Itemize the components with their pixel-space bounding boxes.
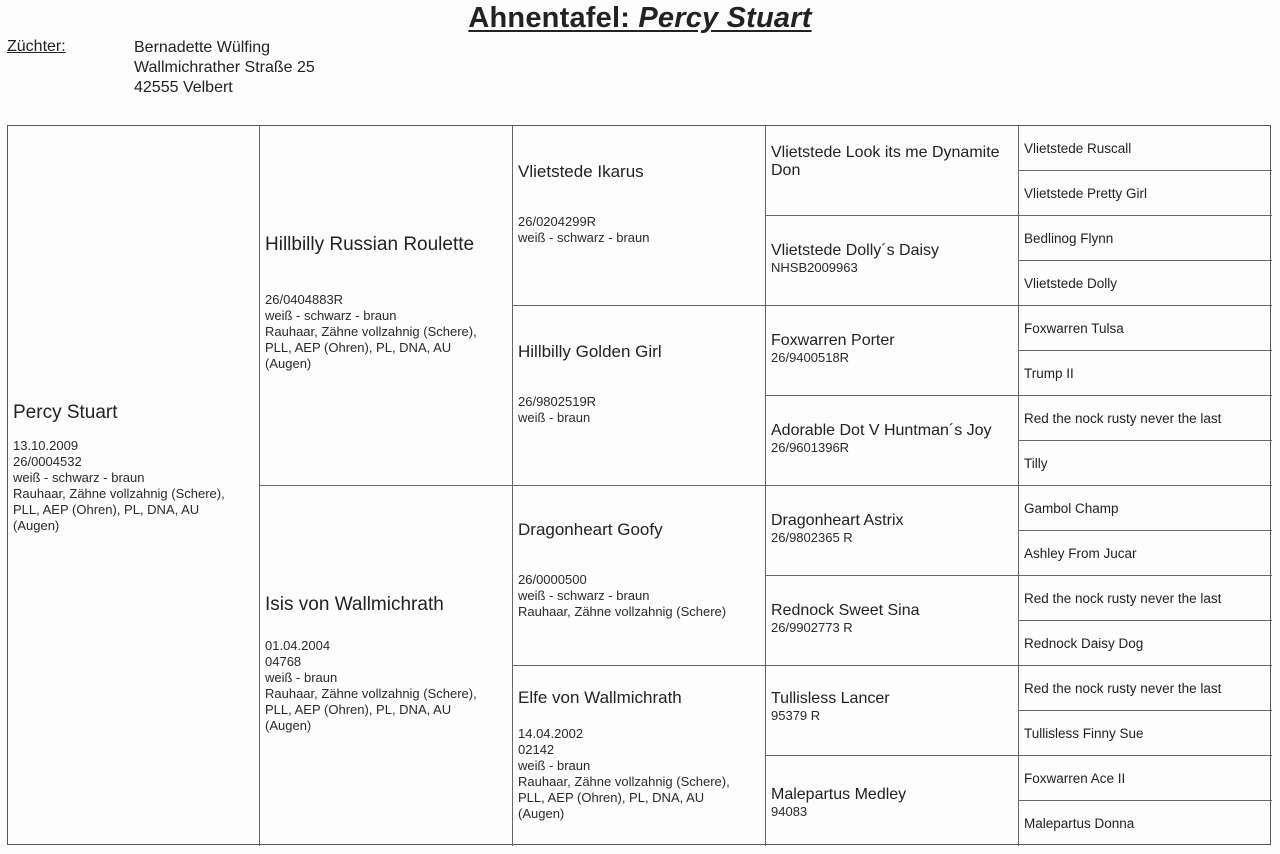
detail-line: 26/9902773 R (771, 620, 853, 635)
dog-details (265, 638, 507, 734)
dog-name: Tullisless Lancer (771, 690, 890, 707)
dog-name: Isis von Wallmichrath (265, 594, 444, 615)
detail-line: weiß - braun (518, 410, 591, 425)
detail-line: 26/9400518R (771, 350, 850, 365)
breeder-city: 42555 Velbert (134, 79, 233, 96)
dog-name: Vlietstede Ikarus (518, 162, 644, 181)
great-grandparent-cell (766, 666, 1019, 756)
dog-name: Rednock Sweet Sina (771, 602, 920, 619)
detail-line: 02142 (518, 742, 555, 757)
great-grandparent-cell (766, 126, 1019, 216)
dog-name: Ashley From Jucar (1024, 545, 1137, 561)
pedigree-table (7, 125, 1271, 845)
great-great-grandparent-cell (1019, 801, 1272, 846)
detail-line: weiß - braun (518, 758, 591, 773)
dog-details (771, 708, 1013, 724)
great-great-grandparent-cell (1019, 306, 1272, 351)
great-great-grandparent-cell (1019, 756, 1272, 801)
dog-details (771, 530, 1013, 546)
great-grandparent-cell (766, 756, 1019, 846)
dog-name: Red the nock rusty never the last (1024, 590, 1222, 606)
title-dog-name: Percy Stuart (638, 2, 812, 34)
great-great-grandparent-cell (1019, 261, 1272, 306)
detail-line: PLL, AEP (Ohren), PL, DNA, AU (265, 340, 452, 355)
great-grandparent-cell (766, 216, 1019, 306)
dog-details (771, 620, 1013, 636)
detail-line: 26/9802519R (518, 394, 597, 409)
dog-details (518, 394, 760, 426)
detail-line: Rauhaar, Zähne vollzahnig (Schere), (265, 324, 477, 339)
great-great-grandparent-cell (1019, 486, 1272, 531)
dog-details (518, 726, 760, 822)
dog-details (771, 804, 1013, 820)
detail-line: 14.04.2002 (518, 726, 584, 741)
detail-line: 95379 R (771, 708, 821, 723)
dog-name: Hillbilly Golden Girl (518, 342, 662, 361)
dog-name: Malepartus Medley (771, 786, 907, 803)
dog-details (265, 292, 507, 372)
dog-name: Tilly (1024, 455, 1048, 471)
detail-line: (Augen) (518, 806, 565, 821)
dog-name: Percy Stuart (13, 402, 118, 423)
detail-line: NHSB2009963 (771, 260, 858, 275)
detail-line: 13.10.2009 (13, 438, 79, 453)
dog-name: Vlietstede Pretty Girl (1024, 185, 1148, 201)
detail-line: weiß - braun (265, 670, 338, 685)
great-great-grandparent-cell (1019, 711, 1272, 756)
dog-details (771, 440, 1013, 456)
dog-name: Red the nock rusty never the last (1024, 680, 1222, 696)
great-great-grandparent-cell (1019, 351, 1272, 396)
grandparent-cell (513, 486, 766, 666)
dog-name: Adorable Dot V Huntman´s Joy (771, 422, 992, 439)
dog-name: Elfe von Wallmichrath (518, 688, 682, 707)
dog-name: Dragonheart Astrix (771, 512, 904, 529)
great-grandparent-cell (766, 396, 1019, 486)
grandparent-cell (513, 126, 766, 306)
great-great-grandparent-cell (1019, 126, 1272, 171)
detail-line: (Augen) (13, 518, 60, 533)
dog-name: Malepartus Donna (1024, 816, 1135, 831)
detail-line: 26/0000500 (518, 572, 587, 587)
dog-details (518, 572, 760, 620)
great-great-grandparent-cell (1019, 396, 1272, 441)
great-grandparent-cell (766, 486, 1019, 576)
parent-cell (260, 486, 513, 846)
detail-line: 26/0404883R (265, 292, 344, 307)
grandparent-cell (513, 306, 766, 486)
dog-name: Vlietstede Look its me Dynamite Don (771, 144, 1000, 179)
dog-name: Tullisless Finny Sue (1024, 725, 1144, 741)
detail-line: Rauhaar, Zähne vollzahnig (Schere) (518, 604, 727, 619)
dog-name: Hillbilly Russian Roulette (265, 234, 475, 255)
dog-details (13, 438, 254, 534)
detail-line: PLL, AEP (Ohren), PL, DNA, AU (518, 790, 705, 805)
dog-name: Dragonheart Goofy (518, 520, 663, 539)
parent-cell (260, 126, 513, 486)
breeder-name: Bernadette Wülfing (134, 39, 271, 56)
detail-line: weiß - schwarz - braun (518, 230, 650, 245)
detail-line: (Augen) (265, 718, 312, 733)
detail-line: (Augen) (265, 356, 312, 371)
detail-line: 26/0204299R (518, 214, 597, 229)
detail-line: 94083 (771, 804, 808, 819)
great-great-grandparent-cell (1019, 216, 1272, 261)
dog-name: Red the nock rusty never the last (1024, 410, 1222, 426)
detail-line: Rauhaar, Zähne vollzahnig (Schere), (13, 486, 225, 501)
dog-name: Gambol Champ (1024, 500, 1119, 516)
detail-line: 26/9802365 R (771, 530, 853, 545)
great-great-grandparent-cell (1019, 531, 1272, 576)
generation-1-cell (8, 126, 260, 846)
title-prefix: Ahnentafel: (468, 2, 631, 34)
detail-line: 01.04.2004 (265, 638, 331, 653)
detail-line: weiß - schwarz - braun (518, 588, 650, 603)
dog-name: Vlietstede Ruscall (1024, 140, 1132, 156)
detail-line: weiß - schwarz - braun (265, 308, 397, 323)
detail-line: 26/0004532 (13, 454, 82, 469)
detail-line: Rauhaar, Zähne vollzahnig (Schere), (265, 686, 477, 701)
great-great-grandparent-cell (1019, 171, 1272, 216)
detail-line: PLL, AEP (Ohren), PL, DNA, AU (265, 702, 452, 717)
detail-line: PLL, AEP (Ohren), PL, DNA, AU (13, 502, 200, 517)
grandparent-cell (513, 666, 766, 846)
dog-name: Foxwarren Ace II (1024, 770, 1126, 786)
great-great-grandparent-cell (1019, 666, 1272, 711)
great-grandparent-cell (766, 306, 1019, 396)
dog-name: Vlietstede Dolly (1024, 275, 1118, 291)
great-great-grandparent-cell (1019, 441, 1272, 486)
document-title (0, 2, 1280, 35)
breeder-address (134, 38, 315, 98)
detail-line: 04768 (265, 654, 302, 669)
detail-line: Rauhaar, Zähne vollzahnig (Schere), (518, 774, 730, 789)
dog-name: Rednock Daisy Dog (1024, 635, 1144, 651)
detail-line: weiß - schwarz - braun (13, 470, 145, 485)
detail-line: 26/9601396R (771, 440, 850, 455)
dog-details (771, 350, 1013, 366)
great-great-grandparent-cell (1019, 621, 1272, 666)
dog-details (771, 260, 1013, 276)
breeder-label: Züchter: (7, 38, 66, 55)
dog-name: Foxwarren Porter (771, 332, 895, 349)
great-grandparent-cell (766, 576, 1019, 666)
breeder-street: Wallmichrather Straße 25 (134, 59, 315, 76)
dog-name: Vlietstede Dolly´s Daisy (771, 242, 940, 259)
dog-name: Bedlinog Flynn (1024, 230, 1114, 246)
great-great-grandparent-cell (1019, 576, 1272, 621)
dog-name: Foxwarren Tulsa (1024, 320, 1124, 336)
dog-details (518, 214, 760, 246)
dog-name: Trump II (1024, 365, 1074, 381)
